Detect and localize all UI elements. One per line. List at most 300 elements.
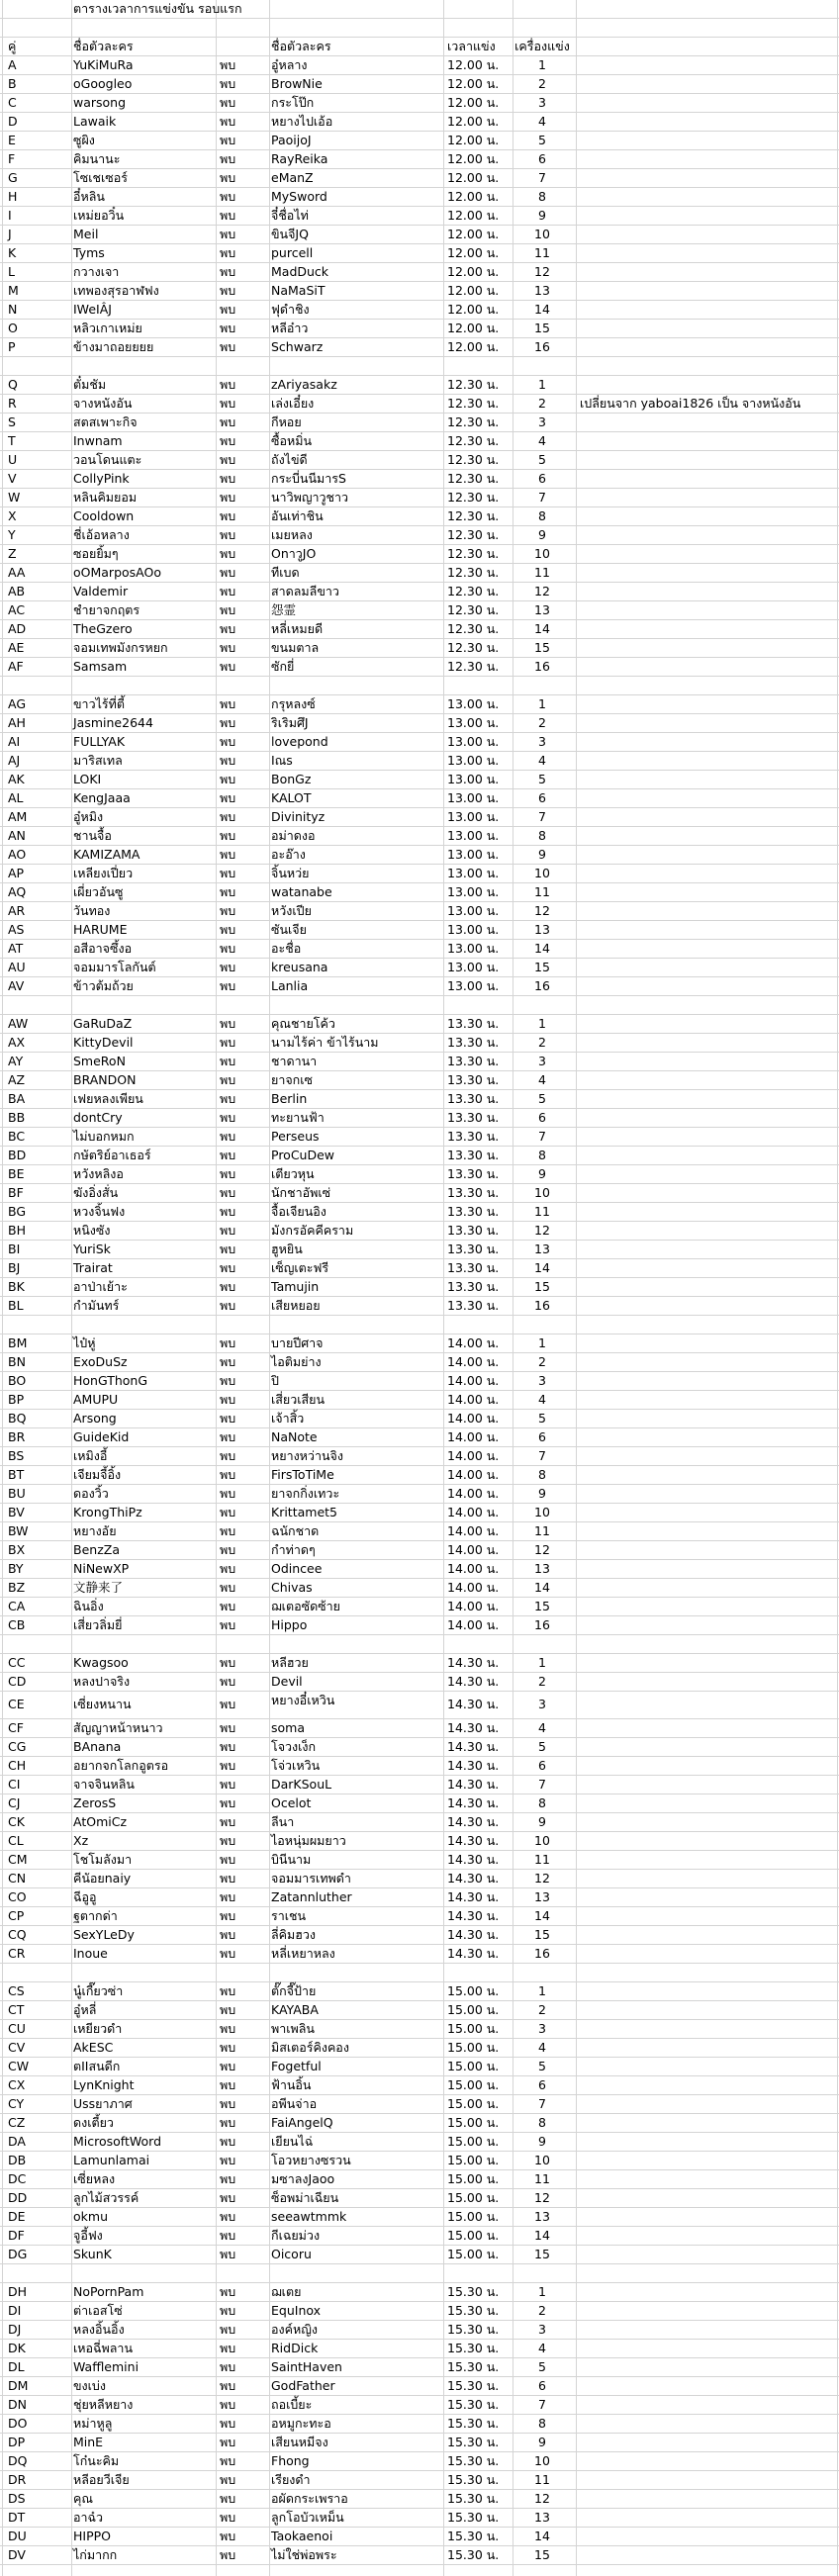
match-time[interactable]: 12.00 น. (447, 57, 500, 72)
player-one[interactable]: เทพองสุรอาฬฟง (73, 283, 159, 298)
match-group-id[interactable]: X (8, 508, 17, 523)
match-group-id[interactable]: CZ (8, 2115, 26, 2130)
match-time[interactable]: 14.30 น. (447, 1697, 500, 1711)
match-time[interactable]: 14.30 น. (447, 1908, 500, 1923)
vs-label[interactable]: พบ (220, 2096, 236, 2111)
vs-label[interactable]: พบ (220, 2134, 236, 2149)
machine-number[interactable]: 11 (534, 245, 550, 260)
match-group-id[interactable]: AJ (8, 753, 21, 768)
match-group-id[interactable]: BS (8, 1448, 25, 1463)
match-time[interactable]: 15.30 น. (447, 2491, 500, 2506)
machine-number[interactable]: 9 (538, 2435, 546, 2449)
player-one[interactable]: กษัตริย์อาเธอร์ (73, 1148, 151, 1162)
player-two[interactable]: ฟุดำชิง (271, 302, 310, 317)
machine-number[interactable]: 10 (534, 866, 550, 880)
vs-label[interactable]: พบ (220, 2359, 236, 2374)
vs-label[interactable]: พบ (220, 1429, 236, 1444)
player-one[interactable]: Lawaik (73, 114, 117, 129)
player-one[interactable]: NiNewXP (73, 1561, 130, 1576)
player-one[interactable]: หลีอยวีเจีย (73, 2472, 130, 2487)
player-two[interactable]: ไอติมย่าง (271, 1354, 322, 1369)
machine-number[interactable]: 11 (534, 565, 550, 580)
match-time[interactable]: 15.00 น. (447, 2002, 500, 2017)
match-group-id[interactable]: BX (8, 1542, 26, 1557)
player-one[interactable]: เหมิงอี้ (73, 1448, 108, 1463)
player-one[interactable]: จอมมารโลกันต์ (73, 960, 156, 974)
player-two[interactable]: ลีนา (271, 1814, 295, 1829)
match-time[interactable]: 13.00 น. (447, 922, 500, 937)
player-one[interactable]: ลูกไม้สวรรค์ (73, 2190, 140, 2205)
player-two[interactable]: ไอหนุ่มผมยาว (271, 1833, 346, 1848)
player-two[interactable]: ขนมตาล (271, 640, 320, 655)
player-two[interactable]: FaiAngelQ (271, 2115, 333, 2130)
match-time[interactable]: 15.00 น. (447, 2209, 500, 2224)
vs-label[interactable]: พบ (220, 95, 236, 110)
match-group-id[interactable]: DD (8, 2190, 28, 2205)
player-two[interactable]: เรียงดำ (271, 2472, 311, 2487)
machine-number[interactable]: 1 (538, 1335, 546, 1350)
vs-label[interactable]: พบ (220, 1110, 236, 1125)
player-one[interactable]: เซี่ยหลง (73, 2171, 116, 2186)
player-one[interactable]: SkunK (73, 2247, 112, 2261)
machine-number[interactable]: 5 (538, 772, 546, 786)
match-time[interactable]: 14.00 น. (447, 1448, 500, 1463)
vs-label[interactable]: พบ (220, 1054, 236, 1068)
player-one[interactable]: ข้าวต้มถ้วย (73, 978, 134, 993)
player-one[interactable]: KAMIZAMA (73, 847, 140, 862)
match-group-id[interactable]: BQ (8, 1411, 27, 1426)
machine-number[interactable]: 1 (538, 1016, 546, 1031)
player-one[interactable]: เหยียวดำ (73, 2021, 123, 2036)
machine-number[interactable]: 14 (534, 302, 550, 317)
machine-number[interactable]: 13 (534, 2510, 550, 2525)
machine-number[interactable]: 9 (538, 1166, 546, 1181)
match-group-id[interactable]: CH (8, 1758, 27, 1773)
vs-label[interactable]: พบ (220, 1467, 236, 1482)
player-two[interactable]: ลูกโอบัวเหม็น (271, 2510, 344, 2525)
match-time[interactable]: 14.00 น. (447, 1561, 500, 1576)
player-one[interactable]: ฆังอิ่งสั่น (73, 1185, 119, 1200)
match-time[interactable]: 15.00 น. (447, 2134, 500, 2149)
match-time[interactable]: 14.30 น. (447, 1674, 500, 1689)
vs-label[interactable]: พบ (220, 1833, 236, 1848)
player-two[interactable]: EquInox (271, 2303, 322, 2318)
match-group-id[interactable]: AN (8, 828, 26, 843)
vs-label[interactable]: พบ (220, 1486, 236, 1501)
match-time[interactable]: 15.30 น. (447, 2341, 500, 2355)
match-time[interactable]: 13.00 น. (447, 978, 500, 993)
match-group-id[interactable]: BT (8, 1467, 25, 1482)
match-time[interactable]: 13.30 น. (447, 1279, 500, 1294)
player-two[interactable]: เตียวหุน (271, 1166, 315, 1181)
match-group-id[interactable]: BD (8, 1148, 27, 1162)
match-group-id[interactable]: AG (8, 696, 27, 711)
player-one[interactable]: ขาวไร้ที่ตี้ (73, 696, 125, 711)
match-group-id[interactable]: CP (8, 1908, 25, 1923)
player-two[interactable]: ซักยี่ (271, 659, 295, 674)
match-time[interactable]: 12.30 น. (447, 508, 500, 523)
machine-number[interactable]: 4 (538, 433, 546, 448)
player-one[interactable]: TheGzero (73, 621, 133, 636)
match-time[interactable]: 13.30 น. (447, 1260, 500, 1275)
match-group-id[interactable]: CW (8, 2059, 30, 2073)
vs-label[interactable]: พบ (220, 302, 236, 317)
match-time[interactable]: 12.00 น. (447, 114, 500, 129)
player-two[interactable]: OnาวูJO (271, 546, 317, 561)
vs-label[interactable]: พบ (220, 1148, 236, 1162)
match-group-id[interactable]: AR (8, 903, 26, 918)
vs-label[interactable]: พบ (220, 1129, 236, 1144)
vs-label[interactable]: พบ (220, 922, 236, 937)
vs-label[interactable]: พบ (220, 2115, 236, 2130)
match-time[interactable]: 13.30 น. (447, 1166, 500, 1181)
player-two[interactable]: นักชาอัพเซ่ (271, 1185, 331, 1200)
match-group-id[interactable]: BM (8, 1335, 28, 1350)
player-two[interactable]: อหมูกะทะอ (271, 2416, 331, 2431)
vs-label[interactable]: พบ (220, 1758, 236, 1773)
header-machine[interactable]: เครื่องแข่ง (514, 39, 570, 53)
vs-label[interactable]: พบ (220, 1072, 236, 1087)
machine-number[interactable]: 1 (538, 1983, 546, 1998)
player-one[interactable]: ชำยาจกฤตร (73, 602, 140, 617)
machine-number[interactable]: 3 (538, 1054, 546, 1068)
match-time[interactable]: 14.00 น. (447, 1354, 500, 1369)
match-group-id[interactable]: CD (8, 1674, 27, 1689)
match-time[interactable]: 15.30 น. (447, 2303, 500, 2318)
match-time[interactable]: 13.00 น. (447, 884, 500, 899)
player-one[interactable]: เซี่ยงหนาน (73, 1697, 132, 1711)
match-group-id[interactable]: DL (8, 2359, 25, 2374)
player-one[interactable]: Jasmine2644 (73, 715, 153, 730)
player-one[interactable]: AkESC (73, 2040, 114, 2055)
match-group-id[interactable]: CX (8, 2077, 26, 2092)
match-group-id[interactable]: DN (8, 2397, 27, 2412)
player-one[interactable]: ข้างมาถอยยยย (73, 339, 154, 354)
match-group-id[interactable]: AZ (8, 1072, 26, 1087)
vs-label[interactable]: พบ (220, 321, 236, 335)
machine-number[interactable]: 1 (538, 377, 546, 392)
match-time[interactable]: 15.00 น. (447, 2247, 500, 2261)
vs-label[interactable]: พบ (220, 1946, 236, 1961)
machine-number[interactable]: 9 (538, 1486, 546, 1501)
vs-label[interactable]: พบ (220, 189, 236, 204)
match-time[interactable]: 12.30 น. (447, 659, 500, 674)
machine-number[interactable]: 16 (534, 659, 550, 674)
match-time[interactable]: 15.30 น. (447, 2322, 500, 2337)
match-group-id[interactable]: K (8, 245, 17, 260)
player-two[interactable]: ไม่ใช่พ่อพระ (271, 2547, 337, 2562)
player-two[interactable]: คุณชายโค้ว (271, 1016, 335, 1031)
match-group-id[interactable]: BJ (8, 1260, 21, 1275)
vs-label[interactable]: พบ (220, 2491, 236, 2506)
player-two[interactable]: watanabe (271, 884, 332, 899)
match-time[interactable]: 14.00 น. (447, 1486, 500, 1501)
player-two[interactable]: มังกรอัคคีคราม (271, 1223, 354, 1238)
vs-label[interactable]: พบ (220, 1814, 236, 1829)
player-one[interactable]: คุณ (73, 2491, 93, 2506)
player-two[interactable]: Oicoru (271, 2247, 312, 2261)
player-two[interactable]: มิสเตอร์คิงคอง (271, 2040, 349, 2055)
player-two[interactable]: อม่าดงอ (271, 828, 316, 843)
match-group-id[interactable]: CR (8, 1946, 26, 1961)
match-time[interactable]: 13.00 น. (447, 903, 500, 918)
player-one[interactable]: KittyDevil (73, 1035, 134, 1050)
player-one[interactable]: Meil (73, 227, 99, 241)
vs-label[interactable]: พบ (220, 1777, 236, 1792)
match-time[interactable]: 14.30 น. (447, 1889, 500, 1904)
match-group-id[interactable]: CE (8, 1697, 25, 1711)
player-two[interactable]: ฌเตย (271, 2284, 302, 2299)
player-two[interactable]: โจวงเง็ก (271, 1739, 317, 1754)
match-time[interactable]: 13.30 น. (447, 1091, 500, 1106)
machine-number[interactable]: 3 (538, 1697, 546, 1711)
machine-number[interactable]: 3 (538, 95, 546, 110)
player-one[interactable]: หยางอัย (73, 1523, 117, 1538)
match-time[interactable]: 14.30 น. (447, 1852, 500, 1867)
player-one[interactable]: LOKI (73, 772, 102, 786)
match-time[interactable]: 14.30 น. (447, 1871, 500, 1886)
player-two[interactable]: Fhong (271, 2453, 310, 2468)
player-two[interactable]: NaMaSiT (271, 283, 326, 298)
machine-number[interactable]: 13 (534, 283, 550, 298)
player-two[interactable]: ฟ้านอิ้น (271, 2077, 312, 2092)
match-group-id[interactable]: DO (8, 2416, 28, 2431)
vs-label[interactable]: พบ (220, 264, 236, 279)
machine-number[interactable]: 11 (534, 2171, 550, 2186)
machine-number[interactable]: 1 (538, 1655, 546, 1670)
player-two[interactable]: หลี่เหยาหลง (271, 1946, 335, 1961)
vs-label[interactable]: พบ (220, 2322, 236, 2337)
vs-label[interactable]: พบ (220, 621, 236, 636)
player-one[interactable]: Samsam (73, 659, 128, 674)
player-one[interactable]: ไม่บอกหมก (73, 1129, 135, 1144)
match-time[interactable]: 13.00 น. (447, 847, 500, 862)
player-one[interactable]: ไก่มากก (73, 2547, 118, 2562)
player-two[interactable]: หยางอี๋เหวิน (271, 1693, 335, 1707)
player-one[interactable]: อาป่าเย้าะ (73, 1279, 128, 1294)
player-two[interactable]: Lanlia (271, 978, 309, 993)
vs-label[interactable]: พบ (220, 57, 236, 72)
player-one[interactable]: Inoue (73, 1946, 108, 1961)
vs-label[interactable]: พบ (220, 1505, 236, 1519)
machine-number[interactable]: 13 (534, 922, 550, 937)
machine-number[interactable]: 7 (538, 2397, 546, 2412)
match-group-id[interactable]: BY (8, 1561, 24, 1576)
player-two[interactable]: กระโป๊ก (271, 95, 315, 110)
player-one[interactable]: เจียมจี้อิ้ง (73, 1467, 122, 1482)
match-time[interactable]: 13.00 น. (447, 809, 500, 824)
match-time[interactable]: 15.30 น. (447, 2359, 500, 2374)
player-two[interactable]: โอวหยางซรวน (271, 2153, 351, 2167)
vs-label[interactable]: พบ (220, 2341, 236, 2355)
player-two[interactable]: Schwarz (271, 339, 324, 354)
machine-number[interactable]: 15 (534, 2547, 550, 2562)
player-two[interactable]: ขินจีJQ (271, 227, 309, 241)
vs-label[interactable]: พบ (220, 2284, 236, 2299)
match-time[interactable]: 12.00 น. (447, 151, 500, 166)
player-one[interactable]: กวางเจา (73, 264, 120, 279)
player-two[interactable]: ซ็อพม่าเฉียน (271, 2190, 339, 2205)
machine-number[interactable]: 12 (534, 264, 550, 279)
vs-label[interactable]: พบ (220, 1185, 236, 1200)
vs-label[interactable]: พบ (220, 1599, 236, 1613)
vs-label[interactable]: พบ (220, 490, 236, 505)
player-one[interactable]: BRANDON (73, 1072, 137, 1087)
match-time[interactable]: 12.00 น. (447, 189, 500, 204)
match-time[interactable]: 12.30 น. (447, 546, 500, 561)
vs-label[interactable]: พบ (220, 433, 236, 448)
vs-label[interactable]: พบ (220, 133, 236, 147)
player-two[interactable]: ยาจกกิ่งเทวะ (271, 1486, 340, 1501)
player-two[interactable]: กีหอย (271, 414, 302, 429)
match-group-id[interactable]: AE (8, 640, 25, 655)
machine-number[interactable]: 4 (538, 1072, 546, 1087)
match-group-id[interactable]: DB (8, 2153, 27, 2167)
match-group-id[interactable]: CL (8, 1833, 24, 1848)
player-one[interactable]: oGoogleo (73, 76, 133, 91)
header-group[interactable]: คู่ (8, 39, 17, 53)
player-two[interactable]: เล่งเอี๋ยง (271, 396, 315, 411)
player-two[interactable]: อู๋หลาง (271, 57, 308, 72)
match-time[interactable]: 15.30 น. (447, 2547, 500, 2562)
machine-number[interactable]: 12 (534, 2491, 550, 2506)
vs-label[interactable]: พบ (220, 339, 236, 354)
player-one[interactable]: Arsong (73, 1411, 117, 1426)
machine-number[interactable]: 9 (538, 1814, 546, 1829)
player-one[interactable]: อาฉ๋ว (73, 2510, 104, 2525)
player-two[interactable]: ราเชน (271, 1908, 307, 1923)
player-one[interactable]: วอนโดนแตะ (73, 452, 142, 467)
match-group-id[interactable]: M (8, 283, 19, 298)
match-time[interactable]: 14.00 น. (447, 1429, 500, 1444)
machine-number[interactable]: 15 (534, 1927, 550, 1942)
vs-label[interactable]: พบ (220, 1166, 236, 1181)
player-two[interactable]: หลี่เหมยดี (271, 621, 324, 636)
machine-number[interactable]: 5 (538, 1411, 546, 1426)
vs-label[interactable]: พบ (220, 2077, 236, 2092)
match-time[interactable]: 14.00 น. (447, 1392, 500, 1407)
player-two[interactable]: Chivas (271, 1580, 313, 1595)
match-time[interactable]: 12.00 น. (447, 264, 500, 279)
match-time[interactable]: 15.30 น. (447, 2397, 500, 2412)
vs-label[interactable]: พบ (220, 847, 236, 862)
vs-label[interactable]: พบ (220, 640, 236, 655)
match-time[interactable]: 12.00 น. (447, 302, 500, 317)
player-one[interactable]: เผี่ยวอันซู (73, 884, 124, 899)
match-time[interactable]: 12.30 น. (447, 490, 500, 505)
player-two[interactable]: ยาจกเซ (271, 1072, 313, 1087)
player-two[interactable]: MadDuck (271, 264, 329, 279)
player-two[interactable]: PaoijoJ (271, 133, 312, 147)
match-time[interactable]: 12.30 น. (447, 527, 500, 542)
match-group-id[interactable]: CV (8, 2040, 26, 2055)
machine-number[interactable]: 6 (538, 1429, 546, 1444)
match-group-id[interactable]: F (8, 151, 16, 166)
match-time[interactable]: 13.00 น. (447, 866, 500, 880)
player-two[interactable]: FirsToTiMe (271, 1467, 334, 1482)
match-group-id[interactable]: T (8, 433, 16, 448)
vs-label[interactable]: พบ (220, 960, 236, 974)
player-one[interactable]: หลิวเกาเหม่ย (73, 321, 142, 335)
player-one[interactable]: หวังหลิงอ (73, 1166, 124, 1181)
header-name2[interactable]: ชื่อตัวละคร (271, 39, 331, 53)
match-group-id[interactable]: BR (8, 1429, 26, 1444)
match-group-id[interactable]: DV (8, 2547, 26, 2562)
machine-number[interactable]: 4 (538, 1720, 546, 1735)
player-one[interactable]: หลงอิ้นอิ้ง (73, 2322, 125, 2337)
machine-number[interactable]: 5 (538, 2359, 546, 2374)
match-time[interactable]: 15.00 น. (447, 2190, 500, 2205)
player-two[interactable]: RayReika (271, 151, 328, 166)
player-two[interactable]: ถังไข่ดี (271, 452, 308, 467)
vs-label[interactable]: พบ (220, 2021, 236, 2036)
player-one[interactable]: ฉีอูอู (73, 1889, 97, 1904)
player-one[interactable]: ZerosS (73, 1795, 117, 1810)
player-two[interactable]: จอมมารเทพดำ (271, 1871, 351, 1886)
player-one[interactable]: โซเชเซอร์ (73, 170, 128, 185)
machine-number[interactable]: 16 (534, 978, 550, 993)
match-group-id[interactable]: AA (8, 565, 26, 580)
player-one[interactable]: Wafflemini (73, 2359, 140, 2374)
player-one[interactable]: MinE (73, 2435, 104, 2449)
vs-label[interactable]: พบ (220, 941, 236, 956)
player-two[interactable]: soma (271, 1720, 305, 1735)
player-one[interactable]: อยากจกโลกอูตรอ (73, 1758, 169, 1773)
vs-label[interactable]: พบ (220, 828, 236, 843)
player-one[interactable]: Lamunlamai (73, 2153, 150, 2167)
player-one[interactable]: สตสเพาะกิจ (73, 414, 138, 429)
vs-label[interactable]: พบ (220, 2247, 236, 2261)
vs-label[interactable]: พบ (220, 114, 236, 129)
match-group-id[interactable]: AC (8, 602, 26, 617)
player-one[interactable]: ฉินอิ่ง (73, 1599, 104, 1613)
machine-number[interactable]: 14 (534, 941, 550, 956)
machine-number[interactable]: 4 (538, 2040, 546, 2055)
player-one[interactable]: หม่าหูลู (73, 2416, 113, 2431)
vs-label[interactable]: พบ (220, 1889, 236, 1904)
machine-number[interactable]: 10 (534, 1505, 550, 1519)
vs-label[interactable]: พบ (220, 1871, 236, 1886)
player-one[interactable]: Ussยาภาศ (73, 2096, 133, 2111)
match-time[interactable]: 14.00 น. (447, 1335, 500, 1350)
match-group-id[interactable]: DH (8, 2284, 28, 2299)
vs-label[interactable]: พบ (220, 1927, 236, 1942)
match-group-id[interactable]: AD (8, 621, 27, 636)
machine-number[interactable]: 2 (538, 1354, 546, 1369)
player-one[interactable]: Valdemir (73, 584, 129, 598)
machine-number[interactable]: 4 (538, 1392, 546, 1407)
player-two[interactable]: เสียหยอย (271, 1298, 321, 1313)
match-time[interactable]: 12.00 น. (447, 95, 500, 110)
player-two[interactable]: อะชื่อ (271, 941, 302, 956)
player-two[interactable]: ถอเบี้ยะ (271, 2397, 313, 2412)
vs-label[interactable]: พบ (220, 1720, 236, 1735)
player-two[interactable]: Berlin (271, 1091, 308, 1106)
machine-number[interactable]: 3 (538, 2322, 546, 2337)
player-one[interactable]: 文静来了 (73, 1580, 124, 1595)
machine-number[interactable]: 8 (538, 508, 546, 523)
player-two[interactable]: ซันเจีย (271, 922, 307, 937)
machine-number[interactable]: 1 (538, 57, 546, 72)
player-one[interactable]: GuideKid (73, 1429, 130, 1444)
vs-label[interactable]: พบ (220, 76, 236, 91)
player-one[interactable]: เฟยหลงเพียน (73, 1091, 143, 1106)
match-time[interactable]: 12.00 น. (447, 76, 500, 91)
player-one[interactable]: ขงเบ่ง (73, 2378, 106, 2393)
machine-number[interactable]: 9 (538, 527, 546, 542)
machine-number[interactable]: 14 (534, 2228, 550, 2243)
match-time[interactable]: 13.00 น. (447, 715, 500, 730)
